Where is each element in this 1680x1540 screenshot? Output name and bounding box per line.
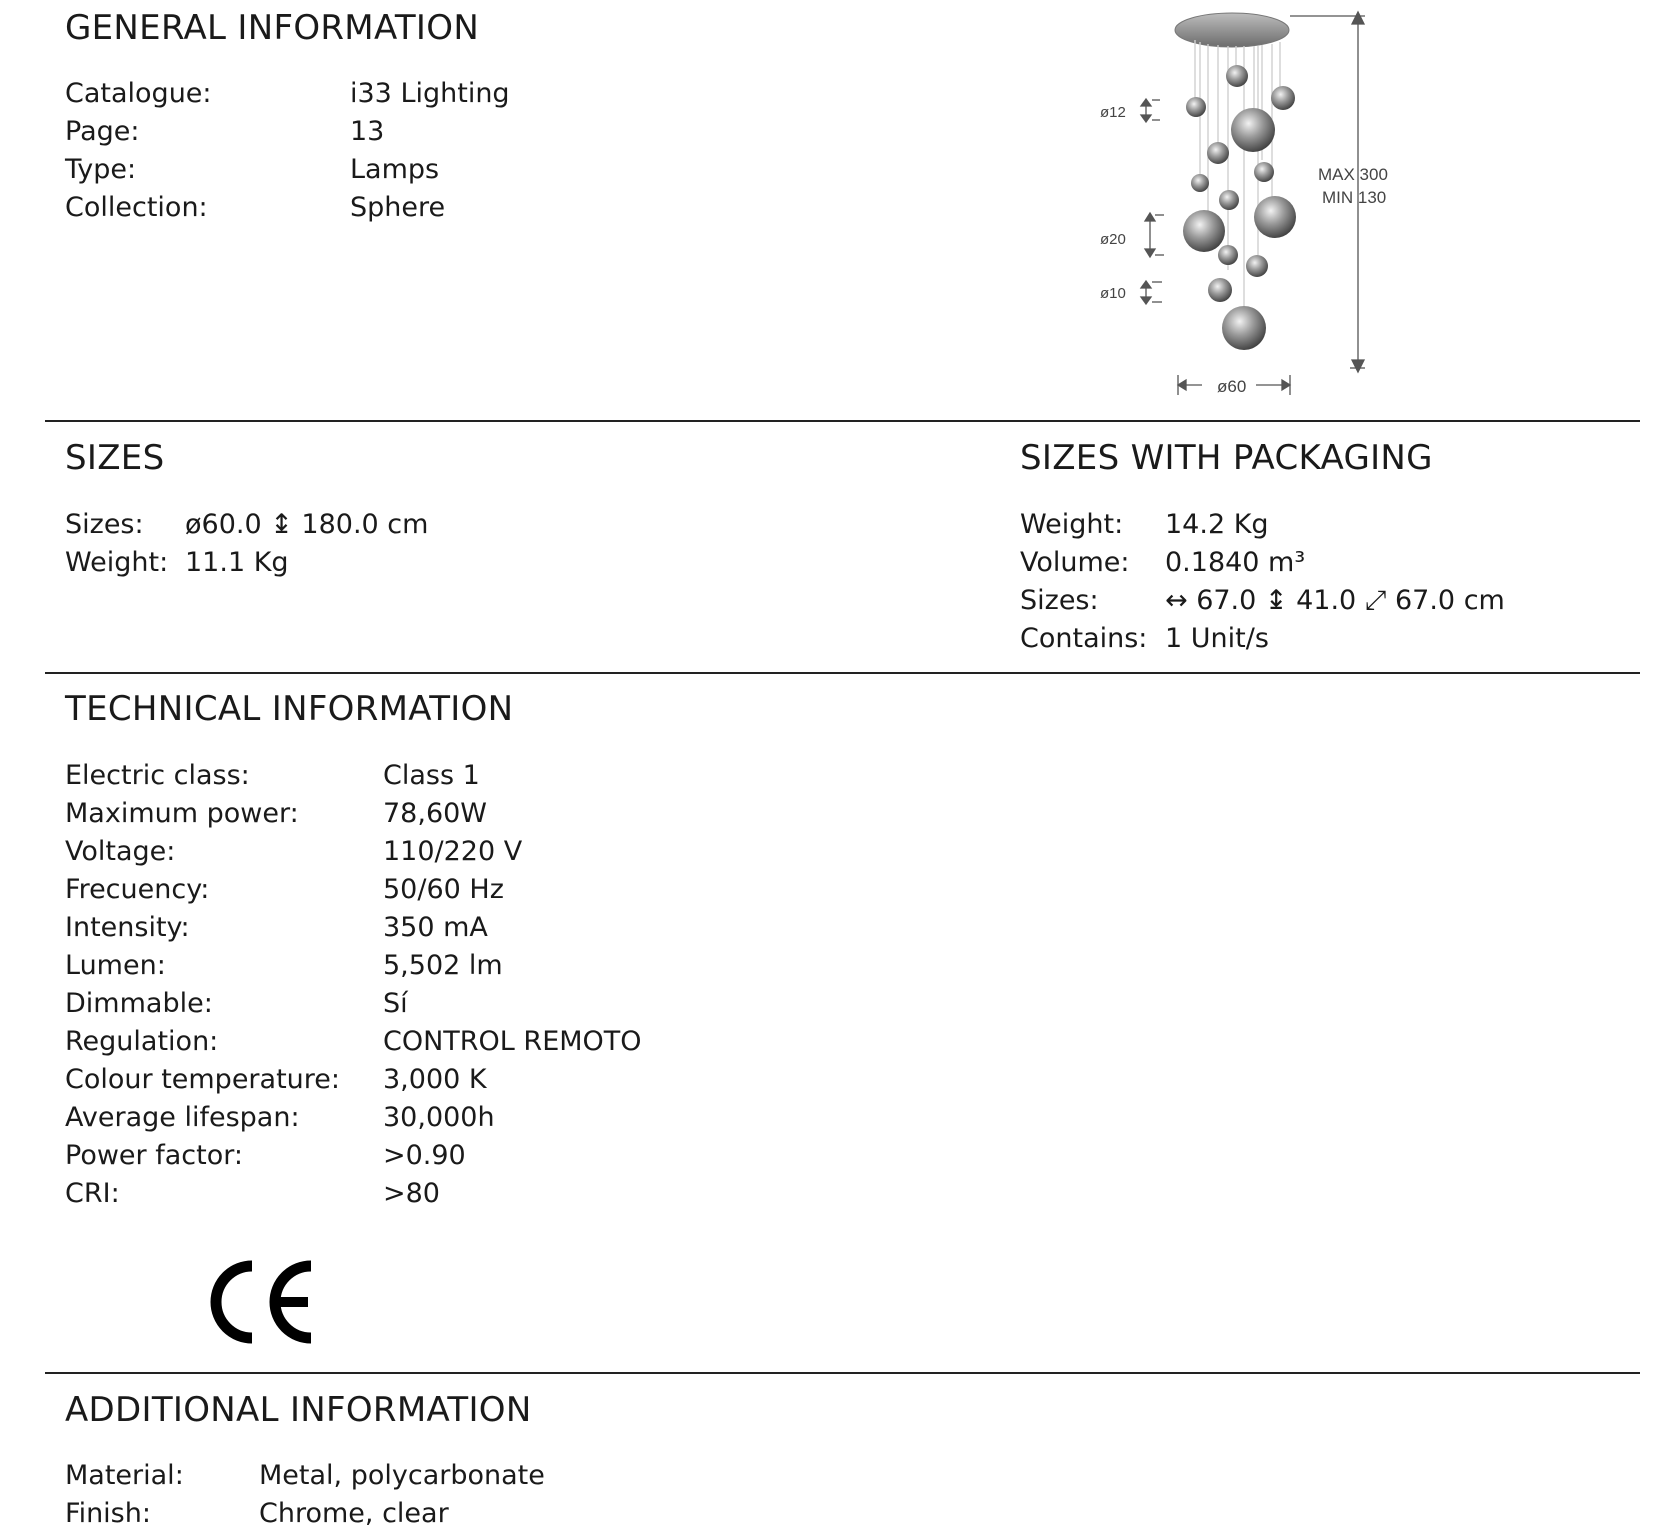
- packaging-weight-label: Weight:: [1020, 509, 1124, 540]
- height-max-label: MAX 300: [1318, 165, 1388, 184]
- colour-temperature-label: Colour temperature:: [65, 1064, 340, 1095]
- packaging-sizes-label: Sizes:: [1020, 585, 1099, 616]
- sizes-value: ø60.0 ↨ 180.0 cm: [185, 509, 429, 540]
- general-info-list: [65, 75, 510, 227]
- sizes-list: [65, 506, 428, 582]
- intensity-label: Intensity:: [65, 912, 190, 943]
- voltage-label: Voltage:: [65, 836, 176, 867]
- page-value: 13: [350, 116, 385, 147]
- material-value: Metal, polycarbonate: [259, 1460, 545, 1491]
- average-lifespan-value: 30,000h: [383, 1102, 495, 1133]
- diameter-20-label: ø20: [1100, 231, 1126, 248]
- sizes-row: [65, 506, 428, 544]
- dimmable-value: Sí: [383, 988, 408, 1019]
- colour-temperature-row: [65, 1061, 642, 1099]
- divider-1: [45, 420, 1640, 422]
- diameter-12-label: ø12: [1100, 104, 1126, 121]
- type-value: Lamps: [350, 154, 440, 185]
- additional-info-list: [65, 1457, 545, 1533]
- collection-label: Collection:: [65, 192, 208, 223]
- intensity-value: 350 mA: [383, 912, 488, 943]
- regulation-row: [65, 1023, 642, 1061]
- width-label: ø60: [1217, 377, 1247, 396]
- page-row: [65, 113, 510, 151]
- collection-row: [65, 189, 510, 227]
- additional-info-title: ADDITIONAL INFORMATION: [65, 1390, 532, 1430]
- technical-info-list: [65, 757, 642, 1213]
- packaging-weight-row: [1020, 506, 1505, 544]
- power-factor-value: >0.90: [383, 1140, 466, 1171]
- packaging-sizes-row: [1020, 582, 1505, 620]
- packaging-title: SIZES WITH PACKAGING: [1020, 438, 1433, 478]
- sphere-group: [1183, 65, 1296, 350]
- lumen-value: 5,502 lm: [383, 950, 503, 981]
- general-info-title: GENERAL INFORMATION: [65, 8, 480, 48]
- page-label: Page:: [65, 116, 140, 147]
- packaging-volume-label: Volume:: [1020, 547, 1130, 578]
- electric-class-row: [65, 757, 642, 795]
- material-row: [65, 1457, 545, 1495]
- lumen-label: Lumen:: [65, 950, 166, 981]
- weight-value: 11.1 Kg: [185, 547, 289, 578]
- lumen-row: [65, 947, 642, 985]
- divider-2: [45, 672, 1640, 674]
- finish-label: Finish:: [65, 1498, 151, 1529]
- packaging-volume-row: [1020, 544, 1505, 582]
- packaging-list: [1020, 506, 1505, 658]
- voltage-row: [65, 833, 642, 871]
- diameter-10-label: ø10: [1100, 285, 1126, 302]
- cri-label: CRI:: [65, 1178, 120, 1209]
- packaging-weight-value: 14.2 Kg: [1165, 509, 1269, 540]
- lamp-dimension-drawing: [1100, 0, 1540, 410]
- maximum-power-label: Maximum power:: [65, 798, 299, 829]
- type-row: [65, 151, 510, 189]
- ce-mark-icon: [208, 1256, 318, 1348]
- frequency-value: 50/60 Hz: [383, 874, 504, 905]
- electric-class-value: Class 1: [383, 760, 480, 791]
- sizes-label: Sizes:: [65, 509, 144, 540]
- packaging-volume-value: 0.1840 m³: [1165, 547, 1306, 578]
- packaging-contains-row: [1020, 620, 1505, 658]
- catalogue-value: i33 Lighting: [350, 78, 510, 109]
- finish-row: [65, 1495, 545, 1533]
- type-label: Type:: [65, 154, 137, 185]
- dimmable-row: [65, 985, 642, 1023]
- regulation-label: Regulation:: [65, 1026, 219, 1057]
- power-factor-row: [65, 1137, 642, 1175]
- catalogue-row: [65, 75, 510, 113]
- power-factor-label: Power factor:: [65, 1140, 243, 1171]
- collection-value: Sphere: [350, 192, 446, 223]
- intensity-row: [65, 909, 642, 947]
- colour-temperature-value: 3,000 K: [383, 1064, 487, 1095]
- average-lifespan-label: Average lifespan:: [65, 1102, 300, 1133]
- height-min-label: MIN 130: [1322, 188, 1387, 207]
- weight-label: Weight:: [65, 547, 169, 578]
- product-diagram: [1100, 0, 1540, 410]
- frequency-label: Frecuency:: [65, 874, 210, 905]
- cri-value: >80: [383, 1178, 440, 1209]
- packaging-contains-label: Contains:: [1020, 623, 1148, 654]
- finish-value: Chrome, clear: [259, 1498, 449, 1529]
- packaging-contains-value: 1 Unit/s: [1165, 623, 1269, 654]
- maximum-power-value: 78,60W: [383, 798, 487, 829]
- technical-info-title: TECHNICAL INFORMATION: [65, 689, 514, 729]
- frequency-row: [65, 871, 642, 909]
- voltage-value: 110/220 V: [383, 836, 523, 867]
- sizes-title: SIZES: [65, 438, 165, 478]
- average-lifespan-row: [65, 1099, 642, 1137]
- divider-3: [45, 1372, 1640, 1374]
- maximum-power-row: [65, 795, 642, 833]
- material-label: Material:: [65, 1460, 184, 1491]
- regulation-value: CONTROL REMOTO: [383, 1026, 642, 1057]
- dimmable-label: Dimmable:: [65, 988, 213, 1019]
- electric-class-label: Electric class:: [65, 760, 250, 791]
- cri-row: [65, 1175, 642, 1213]
- catalogue-label: Catalogue:: [65, 78, 212, 109]
- canopy: [1175, 13, 1289, 47]
- weight-row: [65, 544, 428, 582]
- packaging-sizes-value: ↔ 67.0 ↨ 41.0 ⤢ 67.0 cm: [1165, 585, 1505, 616]
